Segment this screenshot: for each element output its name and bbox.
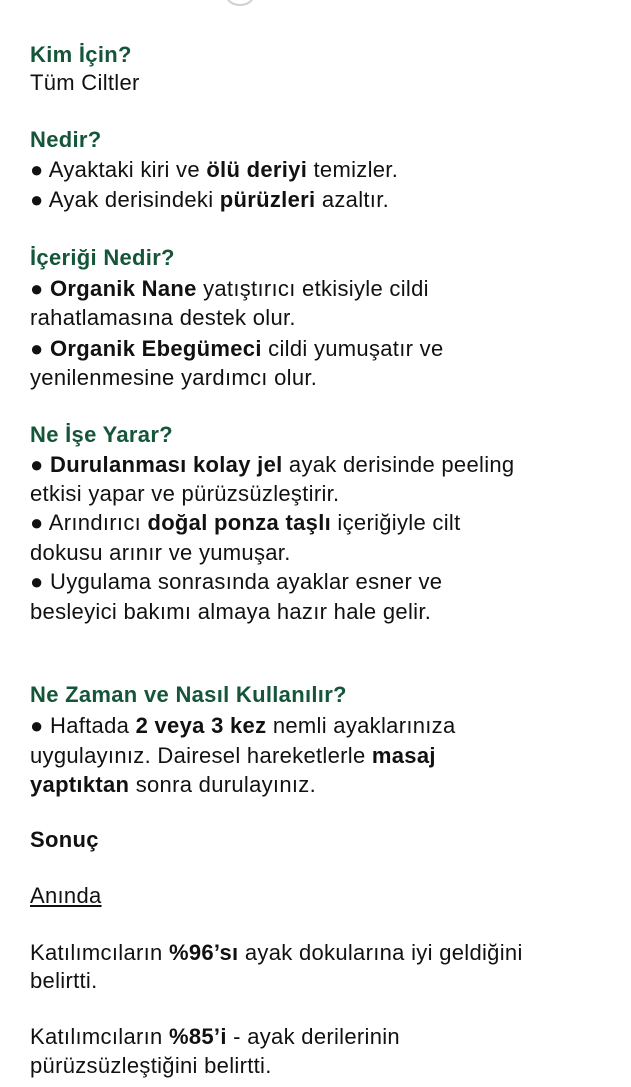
section-heading-ingredients: İçeriği Nedir? bbox=[30, 245, 175, 270]
text: ● Ayaktaki kiri ve bbox=[30, 157, 207, 182]
bold-text: Organik Ebegümeci bbox=[50, 336, 262, 361]
bold-text: 2 veya 3 kez bbox=[135, 713, 267, 738]
list-item-continued: rahatlamasına destek olur. bbox=[30, 305, 296, 330]
list-item bbox=[30, 508, 461, 538]
text: Katılımcıların bbox=[30, 940, 169, 965]
text: nemli ayaklarınıza bbox=[266, 713, 456, 738]
bold-text: ölü deriyi bbox=[206, 157, 308, 182]
text: ● bbox=[30, 276, 51, 301]
list-item-continued bbox=[30, 741, 436, 771]
bold-text: masaj bbox=[371, 743, 436, 768]
list-item bbox=[30, 334, 444, 364]
result-stat bbox=[30, 1022, 400, 1052]
result-stat-continued: pürüzsüzleştiğini belirtti. bbox=[30, 1053, 272, 1078]
list-item-continued bbox=[30, 770, 316, 800]
bold-text: Durulanması kolay jel bbox=[50, 452, 283, 477]
section-heading-benefits: Ne İşe Yarar? bbox=[30, 422, 173, 447]
list-item bbox=[30, 185, 389, 215]
text: azaltır. bbox=[315, 187, 390, 212]
text: ● Haftada bbox=[30, 713, 136, 738]
text: ayak derisinde peeling bbox=[282, 452, 515, 477]
bold-text: doğal ponza taşlı bbox=[147, 510, 332, 535]
result-subheading: Anında bbox=[30, 883, 102, 908]
bold-text: Organik Nane bbox=[50, 276, 197, 301]
list-item-continued: yenilenmesine yardımcı olur. bbox=[30, 365, 318, 390]
text: - ayak derilerinin bbox=[226, 1024, 400, 1049]
text: temizler. bbox=[307, 157, 399, 182]
list-item bbox=[30, 274, 429, 304]
section-heading-result: Sonuç bbox=[30, 827, 99, 852]
list-item-continued: etkisi yapar ve pürüzsüzleştirir. bbox=[30, 481, 340, 506]
section-heading-who: Kim İçin? bbox=[30, 42, 132, 67]
text: sonra durulayınız. bbox=[129, 772, 316, 797]
list-item bbox=[30, 155, 398, 185]
bold-text: %85’i bbox=[168, 1024, 227, 1049]
loading-spinner-icon bbox=[226, 0, 254, 6]
list-item: ● Uygulama sonrasında ayaklar esner ve bbox=[30, 569, 443, 594]
section-heading-usage: Ne Zaman ve Nasıl Kullanılır? bbox=[30, 682, 347, 707]
text: ● bbox=[30, 336, 51, 361]
text: Katılımcıların bbox=[30, 1024, 169, 1049]
text: yatıştırıcı etkisiyle cildi bbox=[196, 276, 429, 301]
bold-text: pürüzleri bbox=[219, 187, 316, 212]
text: uygulayınız. Dairesel hareketlerle bbox=[30, 743, 372, 768]
list-item bbox=[30, 450, 514, 480]
result-stat-continued: belirtti. bbox=[30, 968, 98, 993]
text: cildi yumuşatır ve bbox=[261, 336, 444, 361]
section-heading-what: Nedir? bbox=[30, 127, 102, 152]
bold-text: yaptıktan bbox=[30, 772, 130, 797]
list-item-continued: besleyici bakımı almaya hazır hale gelir. bbox=[30, 599, 432, 624]
list-item bbox=[30, 711, 456, 741]
text: ● Arındırıcı bbox=[30, 510, 148, 535]
bold-text: %96’sı bbox=[168, 940, 239, 965]
who-text: Tüm Ciltler bbox=[30, 70, 140, 95]
result-stat bbox=[30, 938, 523, 968]
text: ● Ayak derisindeki bbox=[30, 187, 220, 212]
text: ● bbox=[30, 452, 51, 477]
list-item-continued: dokusu arınır ve yumuşar. bbox=[30, 540, 291, 565]
text: içeriğiyle cilt bbox=[331, 510, 461, 535]
text: ayak dokularına iyi geldiğini bbox=[238, 940, 523, 965]
